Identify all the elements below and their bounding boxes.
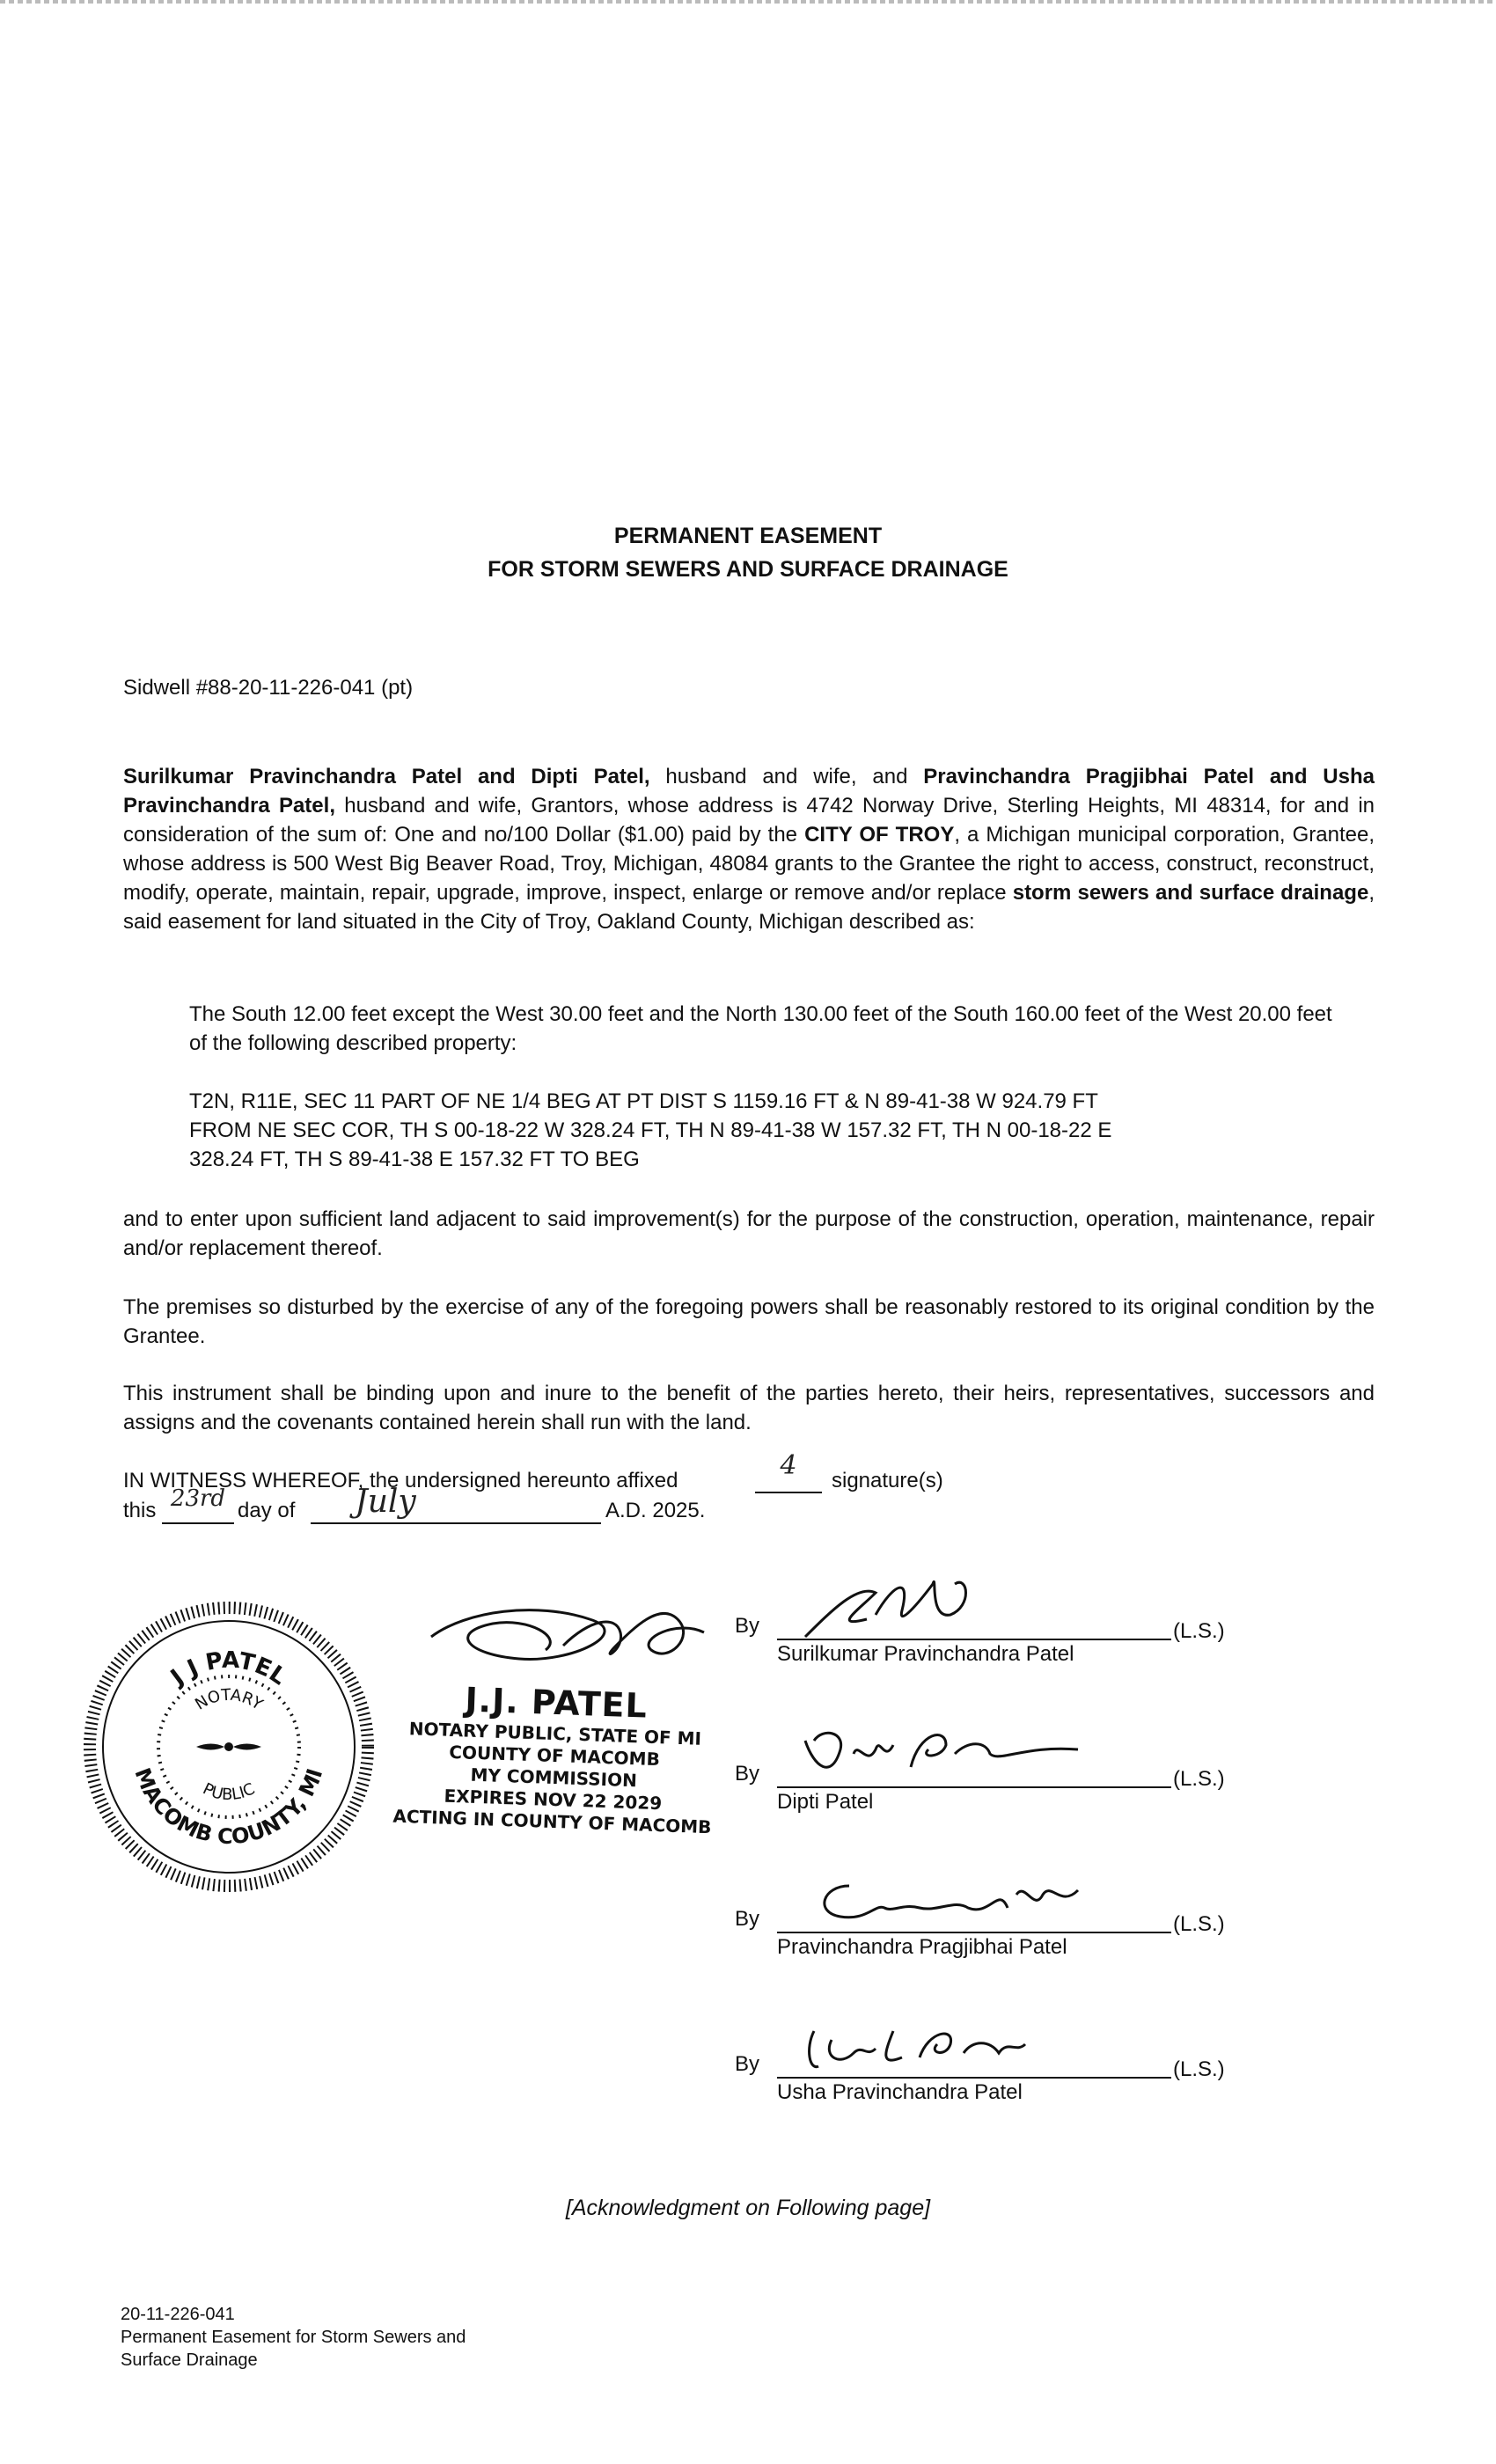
grant-text-4: , said easement for land situated in the City of Troy, Oakland County, Michigan described as:: [123, 881, 1375, 934]
document-footer: [121, 2303, 466, 2372]
ls-label: (L.S.): [1173, 2057, 1225, 2081]
signature-by-label: By: [735, 1762, 760, 1786]
signer-name: Dipti Patel: [777, 1790, 874, 1814]
grant-text-1: husband and wife, and: [649, 765, 924, 788]
svg-text:J J PATEL: [165, 1647, 290, 1691]
day-line: [162, 1522, 234, 1524]
handwritten-signature: [779, 1859, 1148, 1939]
easement-purpose: storm sewers and surface drainage: [1012, 881, 1369, 905]
signature-line: [777, 1932, 1171, 1933]
svg-text:MACOMB COUNTY, MI: [129, 1764, 327, 1849]
handwritten-signature: [779, 1566, 1148, 1646]
restoration-paragraph: The premises so disturbed by the exercise of any of the foregoing powers shall be reasonably restored to its original condition by the Grantee.: [123, 1295, 1375, 1348]
document-subtitle: FOR STORM SEWERS AND SURFACE DRAINAGE: [488, 557, 1008, 582]
notary-stamp-line: COUNTY OF MACOMB: [448, 1741, 661, 1771]
grant-text-3: , a Michigan municipal corporation, Grantee, whose address is 500 West Big Beaver Road, Troy, Michigan, 48084 grants to the Grantee the right to access, construct, reconstruct, modify, operate, maintain, repair, upgrade, improve, inspect, enlarge or remove and/or replace: [123, 823, 1375, 905]
day-of-label: day of: [238, 1499, 296, 1522]
grantors-2: Pravinchandra Pragjibhai Patel and Usha Pravinchandra Patel,: [123, 765, 1375, 818]
binding-paragraph: This instrument shall be binding upon and inure to the benefit of the parties hereto, their heirs, representatives, successors and assigns and the covenants contained herein shall run with the land.: [123, 1382, 1375, 1434]
grantee: CITY OF TROY: [804, 823, 955, 847]
witness-line-2-prefix: this: [123, 1499, 157, 1522]
signature-by-label: By: [735, 1614, 760, 1638]
signature-by-label: By: [735, 2052, 760, 2076]
handwritten-signature: [779, 2005, 1148, 2084]
signature-count-line: [755, 1492, 822, 1493]
notary-stamp-line: EXPIRES NOV 22 2029: [444, 1785, 663, 1815]
svg-text:PUBLIC: [200, 1779, 258, 1804]
notary-stamp-line: NOTARY PUBLIC, STATE OF MI: [408, 1718, 702, 1749]
day-value: 23rd: [170, 1485, 226, 1512]
seal-notary: NOTARY: [192, 1685, 267, 1714]
legal-description-line: T2N, R11E, SEC 11 PART OF NE 1/4 BEG AT PT DIST S 1159.16 FT & N 89-41-38 W 924.79 FT: [189, 1089, 1098, 1113]
ls-label: (L.S.): [1173, 1767, 1225, 1791]
signer-name: Surilkumar Pravinchandra Patel: [777, 1642, 1074, 1666]
notary-signature: [414, 1584, 730, 1690]
signature-line: [777, 1639, 1171, 1640]
year-label: A.D. 2025.: [605, 1499, 706, 1522]
scan-edge: [0, 0, 1496, 4]
signatures-label: signature(s): [832, 1469, 943, 1492]
legal-description-line: FROM NE SEC COR, TH S 00-18-22 W 328.24 FT, TH N 89-41-38 W 157.32 FT, TH N 00-18-22 E: [189, 1118, 1112, 1142]
signature-line: [777, 2077, 1171, 2079]
seal-public: PUBLIC: [200, 1779, 258, 1805]
grant-paragraph: [123, 762, 1375, 936]
signature-line: [777, 1786, 1171, 1788]
grant-text-2: husband and wife, Grantors, whose address is 4742 Norway Drive, Sterling Heights, MI 48314, for and in consideration of the sum of: One and no/100 Dollar ($1.00) paid by the: [123, 794, 1375, 847]
seal-name: J J PATEL: [165, 1646, 291, 1691]
footer-parcel: 20-11-226-041: [121, 2305, 235, 2324]
signature-block: [735, 1593, 1228, 1672]
sidwell-number: Sidwell #88-20-11-226-041 (pt): [123, 676, 414, 700]
ls-label: (L.S.): [1173, 1619, 1225, 1643]
notary-stamp: [376, 1676, 733, 1839]
month-value: July: [355, 1484, 416, 1520]
signature-by-label: By: [735, 1907, 760, 1931]
month-line: [311, 1522, 601, 1524]
signer-name: Pravinchandra Pragjibhai Patel: [777, 1935, 1067, 1959]
handwritten-signature: [779, 1714, 1148, 1793]
notary-stamp-line: MY COMMISSION: [470, 1764, 638, 1792]
signer-name: Usha Pravinchandra Patel: [777, 2080, 1023, 2104]
ls-label: (L.S.): [1173, 1912, 1225, 1936]
property-description: The South 12.00 feet except the West 30.00 feet and the North 130.00 feet of the South 160.00 feet of the West 20.00 feet of the following described property:: [189, 1002, 1332, 1055]
adjacent-land-paragraph: and to enter upon sufficient land adjacent to said improvement(s) for the purpose of the construction, operation, maintenance, repair and/or replacement thereof.: [123, 1207, 1375, 1260]
witness-text: IN WITNESS WHEREOF, the undersigned hereunto affixed: [123, 1469, 678, 1492]
footer-title-cont: Surface Drainage: [121, 2350, 258, 2370]
grantors-1: Surilkumar Pravinchandra Patel and Dipti Patel,: [123, 765, 650, 788]
seal-county: MACOMB COUNTY, MI: [129, 1764, 328, 1850]
legal-description: [189, 1087, 1333, 1174]
notary-stamp-line: ACTING IN COUNTY OF MACOMB: [392, 1805, 712, 1838]
signature-block: [735, 1741, 1228, 1820]
acknowledgment-note: [Acknowledgment on Following page]: [565, 2196, 931, 2220]
notary-name: J.J. PATEL: [464, 1680, 649, 1726]
signature-count: 4: [780, 1450, 797, 1481]
signature-block: [735, 2031, 1228, 2110]
signature-block: [735, 1886, 1228, 1965]
document-title: PERMANENT EASEMENT: [613, 524, 883, 548]
svg-text:NOTARY: [192, 1686, 267, 1715]
notary-seal: [84, 1602, 374, 1892]
legal-description-line: 328.24 FT, TH S 89-41-38 E 157.32 FT TO BEG: [189, 1148, 640, 1171]
footer-title: Permanent Easement for Storm Sewers and: [121, 2328, 466, 2347]
